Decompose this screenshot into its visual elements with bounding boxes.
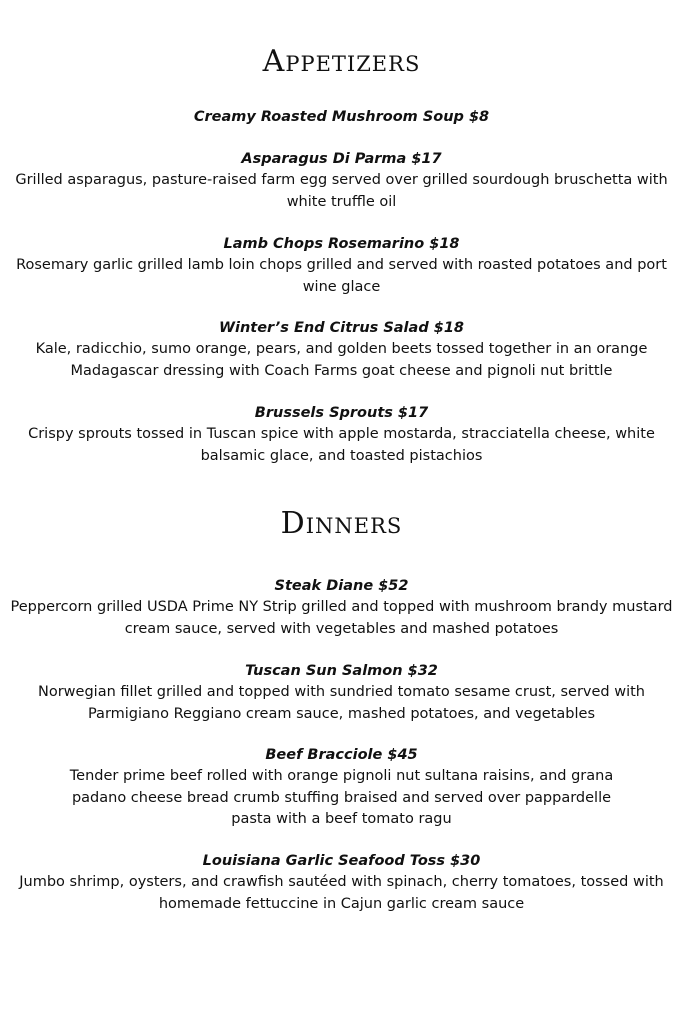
menu-item-citrus-salad	[0, 318, 683, 382]
menu-item-description: Peppercorn grilled USDA Prime NY Strip grilled and topped with mushroom brandy mustard cream sauce, served with vegetables and mashed potatoes	[10, 599, 673, 637]
section-title-appetizers: Appetizers	[262, 44, 421, 79]
menu-item-name: Steak Diane $52	[274, 578, 409, 594]
menu-item-description: Grilled asparagus, pasture-raised farm egg served over grilled sourdough bruschetta with white truffle oil	[15, 172, 668, 210]
menu-item-name: Creamy Roasted Mushroom Soup $8	[193, 109, 490, 125]
menu-item-steak-diane	[0, 576, 683, 640]
menu-item-name: Lamb Chops Rosemarino $18	[223, 236, 460, 252]
menu-item-description: Rosemary garlic grilled lamb loin chops grilled and served with roasted potatoes and port wine glace	[16, 257, 667, 295]
menu-item-description: Crispy sprouts tossed in Tuscan spice with apple mostarda, stracciatella cheese, white balsamic glace, and toasted pistachios	[28, 426, 655, 464]
menu-item-brussels-sprouts	[0, 403, 683, 467]
menu-item-seafood-toss	[0, 851, 683, 915]
menu-item-description: Kale, radicchio, sumo orange, pears, and golden beets tossed together in an orange Madagascar dressing with Coach Farms goat cheese and pignoli nut brittle	[35, 341, 648, 379]
menu-item-name: Beef Bracciole $45	[265, 747, 418, 763]
menu-item-beef-bracciole	[0, 745, 683, 831]
menu-item-lamb-chops	[0, 234, 683, 298]
menu-item-salmon	[0, 661, 683, 725]
menu-item-description: Tender prime beef rolled with orange pignoli nut sultana raisins, and grana padano cheese bread crumb stuffing braised and served over pappardelle pasta with a beef tomato ragu	[69, 768, 614, 827]
menu-item-name: Brussels Sprouts $17	[254, 405, 429, 421]
menu-item-description: Norwegian fillet grilled and topped with sundried tomato sesame crust, served with Parmigiano Reggiano cream sauce, mashed potatoes, and vegetables	[38, 684, 645, 722]
menu-item-mushroom-soup	[0, 107, 683, 128]
section-title-dinners: Dinners	[280, 506, 403, 541]
menu-item-description: Jumbo shrimp, oysters, and crawfish sautéed with spinach, cherry tomatoes, tossed with homemade fettuccine in Cajun garlic cream sauce	[19, 874, 664, 912]
menu-item-name: Asparagus Di Parma $17	[241, 151, 442, 167]
menu-item-name: Tuscan Sun Salmon $32	[245, 663, 438, 679]
menu-item-asparagus	[0, 149, 683, 213]
menu-item-name: Winter’s End Citrus Salad $18	[218, 320, 465, 336]
menu-item-name: Louisiana Garlic Seafood Toss $30	[202, 853, 481, 869]
